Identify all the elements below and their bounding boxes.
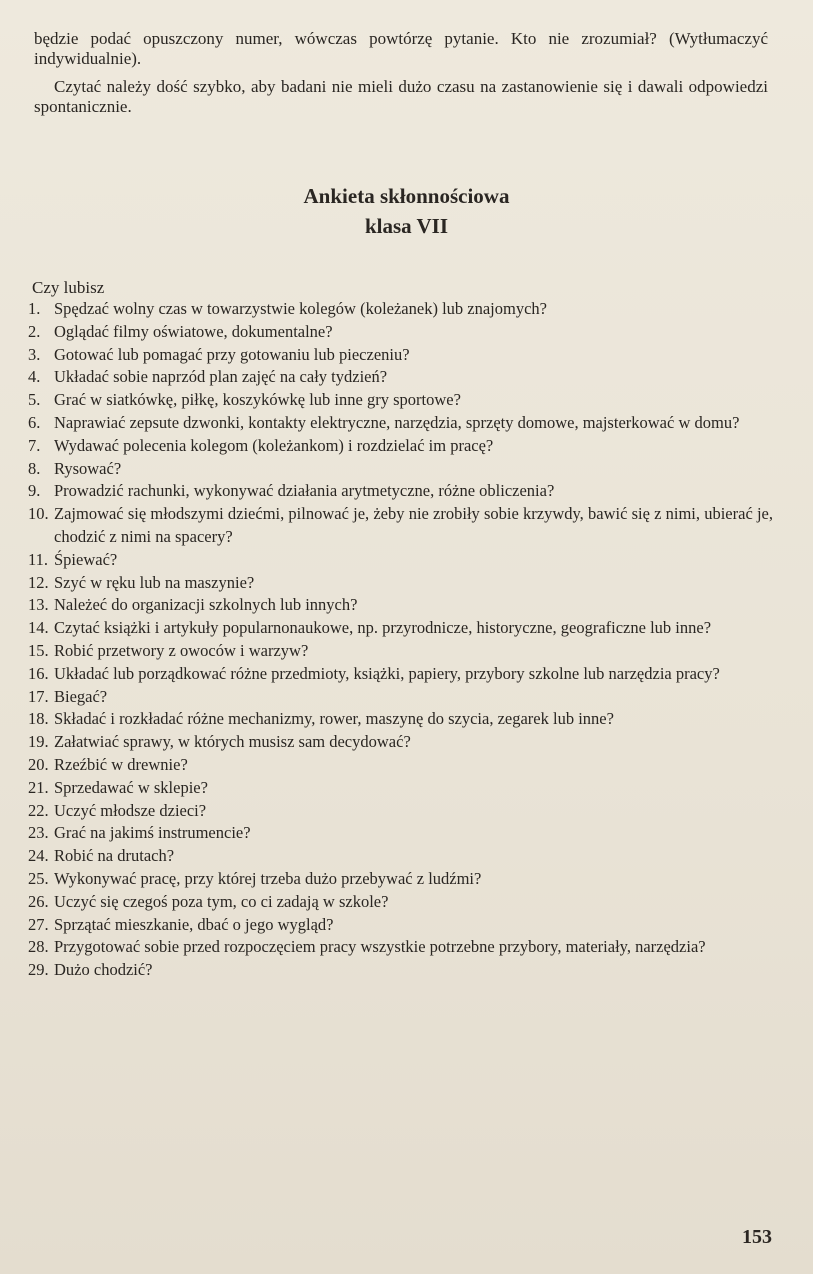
item-number: 18. xyxy=(28,709,49,729)
list-item xyxy=(28,754,773,777)
item-number: 3. xyxy=(28,344,41,364)
item-text: Śpiewać? xyxy=(54,549,118,569)
item-number: 1. xyxy=(28,299,41,318)
list-item xyxy=(28,640,773,663)
list-item xyxy=(28,686,773,709)
item-text: Gotować lub pomagać przy gotowaniu lub pieczeniu? xyxy=(54,344,410,364)
item-number: 9. xyxy=(28,481,41,501)
list-item xyxy=(28,594,773,617)
list-item xyxy=(28,458,773,481)
item-text: Wykonywać pracę, przy której trzeba dużo przebywać z ludźmi? xyxy=(54,868,482,888)
intro-paragraph-1: będzie podać opuszczony numer, wówczas powtórzę pytanie. Kto nie zrozumiał? (Wytłumaczyć indywidualnie). xyxy=(34,29,768,68)
item-number: 12. xyxy=(28,572,49,592)
page-number: 153 xyxy=(742,1226,772,1248)
item-number: 26. xyxy=(28,891,49,911)
item-text: Rysować? xyxy=(54,458,122,478)
list-item xyxy=(28,663,773,686)
list-item xyxy=(28,549,773,572)
list-item xyxy=(28,959,773,982)
item-number: 22. xyxy=(28,800,49,820)
item-text: Należeć do organizacji szkolnych lub innych? xyxy=(54,595,358,615)
item-text: Wydawać polecenia kolegom (koleżankom) i rozdzielać im pracę? xyxy=(54,435,494,455)
list-item xyxy=(28,366,773,389)
item-number: 5. xyxy=(28,390,41,410)
item-number: 13. xyxy=(28,595,49,615)
list-item xyxy=(28,321,773,344)
item-number: 4. xyxy=(28,367,41,387)
item-text: Robić na drutach? xyxy=(54,846,175,866)
item-text: Sprzątać mieszkanie, dbać o jego wygląd? xyxy=(54,914,334,934)
list-item xyxy=(28,800,773,823)
item-number: 23. xyxy=(28,823,49,843)
list-item xyxy=(28,731,773,754)
item-number: 10. xyxy=(28,504,49,524)
item-text: Szyć w ręku lub na maszynie? xyxy=(54,572,255,592)
list-item xyxy=(28,412,773,435)
list-item xyxy=(28,822,773,845)
item-text: Oglądać filmy oświatowe, dokumentalne? xyxy=(54,321,333,341)
item-number: 27. xyxy=(28,914,49,934)
item-number: 6. xyxy=(28,412,41,432)
intro-text xyxy=(34,29,768,117)
item-text: Przygotować sobie przed rozpoczęciem pracy wszystkie potrzebne przybory, materiały, narzędzia? xyxy=(54,937,706,957)
item-number: 20. xyxy=(28,754,49,774)
list-item xyxy=(28,503,773,549)
item-number: 11. xyxy=(28,549,49,569)
page-subtitle: klasa VII xyxy=(364,214,449,238)
list-item xyxy=(28,914,773,937)
item-number: 8. xyxy=(28,458,41,478)
item-text: Spędzać wolny czas w towarzystwie kolegów (koleżanek) lub znajomych? xyxy=(54,299,547,318)
item-text: Czytać książki i artykuły popularnonaukowe, np. przyrodnicze, historyczne, geograficzne lub inne? xyxy=(54,618,712,638)
item-number: 25. xyxy=(28,868,49,888)
list-item xyxy=(28,891,773,914)
page-title: Ankieta skłonnościowa xyxy=(303,184,510,208)
list-item xyxy=(28,845,773,868)
question-list xyxy=(28,298,773,982)
item-text: Rzeźbić w drewnie? xyxy=(54,754,188,774)
item-number: 24. xyxy=(28,846,49,866)
item-text: Robić przetwory z owoców i warzyw? xyxy=(54,640,309,660)
item-number: 17. xyxy=(28,686,49,706)
item-text: Grać w siatkówkę, piłkę, koszykówkę lub inne gry sportowe? xyxy=(54,390,461,410)
item-text: Zajmować się młodszymi dziećmi, pilnować je, żeby nie zrobiły sobie krzywdy, bawić się z nimi, ubierać je, chodzić z nimi na spacery? xyxy=(54,504,773,546)
item-number: 19. xyxy=(28,732,49,752)
item-text: Załatwiać sprawy, w których musisz sam decydować? xyxy=(54,732,411,752)
item-text: Składać i rozkładać różne mechanizmy, rower, maszynę do szycia, zegarek lub inne? xyxy=(54,709,614,729)
item-number: 21. xyxy=(28,777,49,797)
item-number: 14. xyxy=(28,618,49,638)
list-item xyxy=(28,298,773,321)
list-item xyxy=(28,936,773,959)
list-item xyxy=(28,868,773,891)
item-text: Układać sobie naprzód plan zajęć na cały tydzień? xyxy=(54,367,388,387)
list-item xyxy=(28,435,773,458)
item-number: 2. xyxy=(28,321,41,341)
item-text: Sprzedawać w sklepie? xyxy=(54,777,208,797)
list-item xyxy=(28,708,773,731)
item-text: Uczyć młodsze dzieci? xyxy=(54,800,207,820)
item-number: 15. xyxy=(28,640,49,660)
item-text: Biegać? xyxy=(54,686,108,706)
item-text: Dużo chodzić? xyxy=(54,960,153,980)
item-number: 16. xyxy=(28,663,49,683)
item-text: Prowadzić rachunki, wykonywać działania arytmetyczne, różne obliczenia? xyxy=(54,481,555,501)
item-text: Układać lub porządkować różne przedmioty, książki, papiery, przybory szkolne lub narzędzia pracy? xyxy=(54,663,720,683)
item-text: Naprawiać zepsute dzwonki, kontakty elektryczne, narzędzia, sprzęty domowe, majsterkować w domu? xyxy=(54,412,740,432)
item-text: Uczyć się czegoś poza tym, co ci zadają w szkole? xyxy=(54,891,389,911)
list-item xyxy=(28,344,773,367)
item-text: Grać na jakimś instrumencie? xyxy=(54,823,251,843)
item-number: 29. xyxy=(28,960,49,980)
list-item xyxy=(28,480,773,503)
item-number: 7. xyxy=(28,435,41,455)
question-lead: Czy lubisz xyxy=(32,278,105,297)
intro-paragraph-2: Czytać należy dość szybko, aby badani nie mieli dużo czasu na zastanowienie się i dawali odpowiedzi spontanicznie. xyxy=(34,77,768,116)
item-number: 28. xyxy=(28,937,49,957)
list-item xyxy=(28,617,773,640)
list-item xyxy=(28,572,773,595)
list-item xyxy=(28,777,773,800)
list-item xyxy=(28,389,773,412)
